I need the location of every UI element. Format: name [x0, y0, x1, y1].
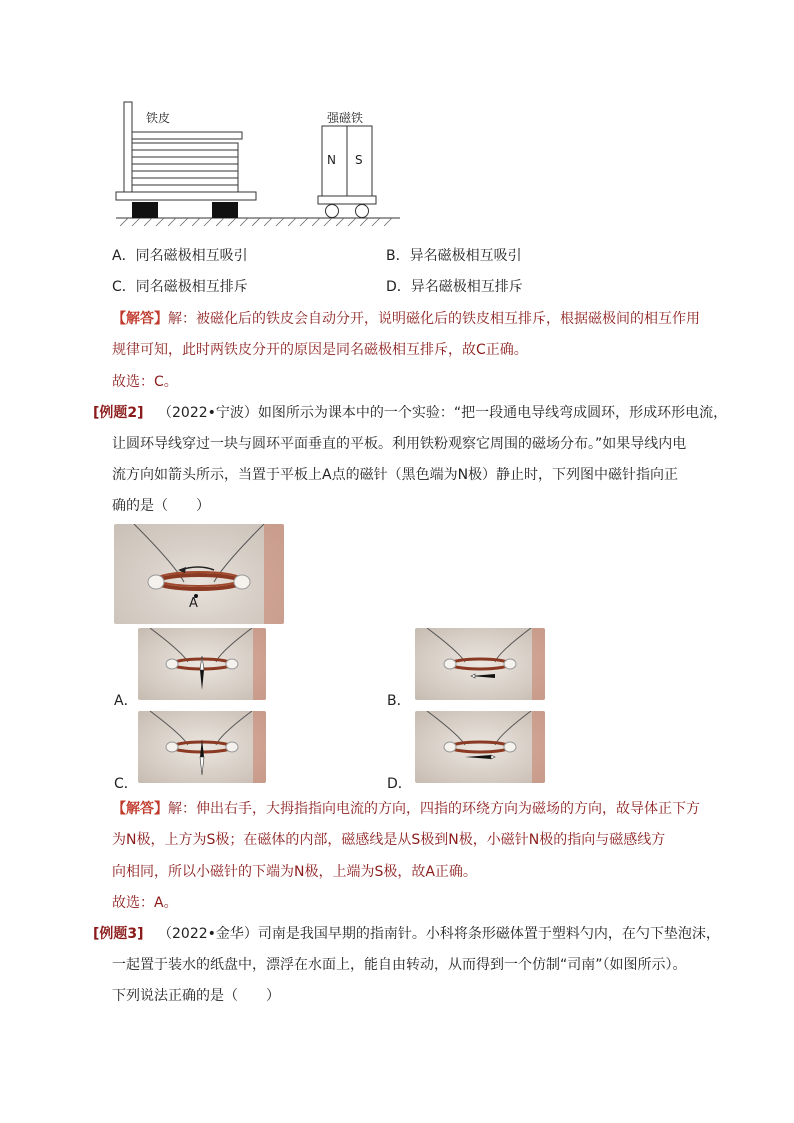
q2-answer-line2: 为N极，上方为S极；在磁体的内部，磁感线是从S极到N极，小磁针N极的指向与磁感线方 [112, 832, 666, 848]
example-tag: [例题3] [93, 926, 144, 942]
q2-stem-line3: 流方向如箭头所示，当置于平板上A点的磁针（黑色端为N极）静止时，下列图中磁针指向正 [112, 467, 679, 483]
experiment-photo [114, 524, 284, 624]
answer-tag: 【解答】 [112, 801, 168, 817]
iron-sheet-label: 铁皮 [146, 111, 171, 125]
q1-choice: 故选：C。 [112, 374, 178, 390]
q2-stem-line1: [例题2] （2022•宁波）如图所示为课本中的一个实验：“把一段通电导线弯成圆环，形成环形电流， [93, 405, 728, 421]
q3-stem-line2: 一起置于装水的纸盘中，漂浮在水面上，能自由转动，从而得到一个仿制“司南”（如图所示）。 [112, 957, 687, 973]
option-c-photo [138, 711, 266, 783]
option-b-photo [415, 628, 545, 700]
q2-stem-line4: 确的是（ ） [112, 498, 210, 514]
magnet-s-label: S [355, 153, 363, 167]
q1-option-c: C．同名磁极相互排斥 [112, 279, 248, 295]
q2-option-b-label: B． [387, 693, 411, 709]
option-a-photo [138, 628, 266, 700]
q2-option-c-label: C． [114, 776, 138, 792]
q2-option-a-label: A． [114, 693, 138, 709]
magnet-n-label: N [327, 153, 336, 167]
q1-option-a: A．同名磁极相互吸引 [112, 248, 248, 264]
q2-answer-line3: 向相同，所以小磁针的下端为N极，上端为S极，故A正确。 [112, 864, 477, 880]
example-tag: [例题2] [93, 405, 144, 421]
q1-answer-line2: 规律可知，此时两铁皮分开的原因是同名磁极相互排斥，故C正确。 [112, 342, 528, 358]
q1-answer-line1: 【解答】解：被磁化后的铁皮会自动分开，说明磁化后的铁皮相互排斥，根据磁极间的相互作用 [112, 311, 700, 327]
q2-choice: 故选：A。 [112, 895, 178, 911]
magnet-label: 强磁铁 [327, 111, 364, 125]
q2-option-d-label: D． [387, 776, 412, 792]
q2-stem-line2: 让圆环导线穿过一块与圆环平面垂直的平板。利用铁粉观察它周围的磁场分布。”如果导线内电 [112, 436, 687, 452]
q1-option-d: D．异名磁极相互排斥 [386, 279, 523, 295]
q2-answer-line1: 【解答】解：伸出右手，大拇指指向电流的方向，四指的环绕方向为磁场的方向，故导体正下方 [112, 801, 700, 817]
option-d-photo [415, 711, 545, 783]
q3-stem-line1: [例题3] （2022•金华）司南是我国早期的指南针。小科将条形磁体置于塑料勺内，在勺下垫泡沫， [93, 926, 720, 942]
answer-tag: 【解答】 [112, 311, 168, 327]
point-a-label: A [189, 596, 198, 611]
q3-stem-line3: 下列说法正确的是（ ） [112, 988, 280, 1004]
q1-option-b: B．异名磁极相互吸引 [386, 248, 522, 264]
